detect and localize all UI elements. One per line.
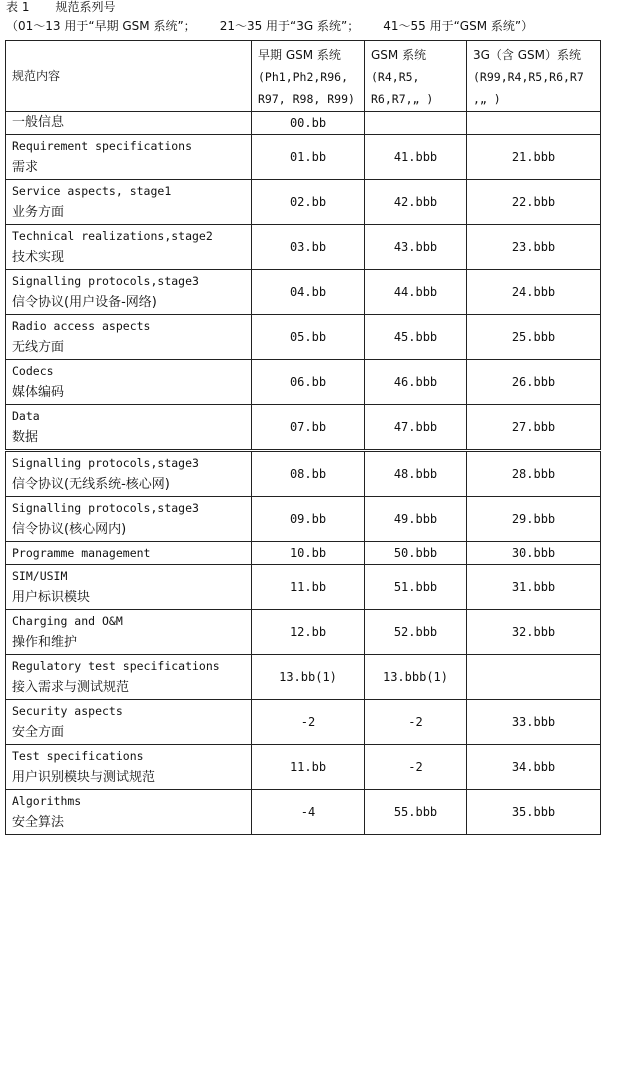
table-caption — [6, 0, 115, 14]
early-gsm-number-cell: 01.bb — [252, 135, 365, 180]
table-row — [6, 315, 601, 360]
gsm-number-cell: 45.bbb — [365, 315, 467, 360]
3g-number-cell: 25.bbb — [467, 315, 601, 360]
spec-content-chinese: 信令协议(核心网内) — [12, 522, 127, 537]
spec-content-cell — [6, 565, 252, 610]
gsm-number-cell: 43.bbb — [365, 225, 467, 270]
spec-content-cell — [6, 180, 252, 225]
gsm-number-cell: 51.bbb — [365, 565, 467, 610]
3g-number-cell: 26.bbb — [467, 360, 601, 405]
table-row — [6, 451, 601, 497]
header-early-gsm-line1: 早期 GSM 系统 — [258, 48, 341, 62]
table-row — [6, 655, 601, 700]
subcaption-part3: 41～55 用于“GSM 系统”） — [383, 19, 534, 33]
spec-content-english: Security aspects — [12, 704, 123, 718]
spec-content-chinese: 技术实现 — [12, 250, 65, 265]
caption-number: 表 1 — [6, 0, 30, 14]
spec-content-english: Signalling protocols,stage3 — [12, 274, 199, 288]
table-row — [6, 497, 601, 542]
early-gsm-number-cell: 00.bb — [252, 112, 365, 135]
header-3g-line2: (R99,R4,R5,R6,R7 — [473, 70, 584, 84]
spec-content-cell — [6, 451, 252, 497]
3g-number-cell — [467, 655, 601, 700]
early-gsm-number-cell: 13.bb(1) — [252, 655, 365, 700]
header-gsm-line1: GSM 系统 — [371, 48, 427, 62]
early-gsm-number-cell: 02.bb — [252, 180, 365, 225]
spec-content-cell — [6, 655, 252, 700]
3g-number-cell: 35.bbb — [467, 790, 601, 835]
spec-content-chinese: 接入需求与测试规范 — [12, 680, 130, 695]
header-gsm-line2: (R4,R5, — [371, 70, 420, 84]
table-row — [6, 405, 601, 451]
gsm-number-cell: 47.bbb — [365, 405, 467, 451]
spec-content-english: Algorithms — [12, 794, 82, 808]
spec-content-cell — [6, 405, 252, 451]
3g-number-cell: 32.bbb — [467, 610, 601, 655]
spec-series-table — [5, 40, 601, 835]
spec-content-english: Regulatory test specifications — [12, 659, 220, 673]
header-3g-line1: 3G（含 GSM）系统 — [473, 48, 582, 62]
subcaption-part2: 21～35 用于“3G 系统”； — [219, 19, 360, 33]
early-gsm-number-cell: 06.bb — [252, 360, 365, 405]
spec-content-cell — [6, 610, 252, 655]
header-early-gsm-line2: (Ph1,Ph2,R96, — [258, 70, 349, 84]
table-row — [6, 700, 601, 745]
spec-content-chinese: 媒体编码 — [12, 385, 65, 400]
table-row — [6, 565, 601, 610]
3g-number-cell: 24.bbb — [467, 270, 601, 315]
spec-content-english: Signalling protocols,stage3 — [12, 456, 199, 470]
early-gsm-number-cell: -4 — [252, 790, 365, 835]
spec-content-english: Signalling protocols,stage3 — [12, 501, 199, 515]
spec-content-cell — [6, 542, 252, 565]
spec-content-chinese: 信令协议(用户设备-网络) — [12, 295, 157, 310]
header-gsm-line3: R6,R7,„ ) — [371, 92, 434, 106]
spec-content-chinese: 数据 — [12, 430, 39, 445]
spec-content-english: Data — [12, 409, 40, 423]
3g-number-cell: 28.bbb — [467, 451, 601, 497]
gsm-number-cell: 42.bbb — [365, 180, 467, 225]
spec-content-english: Programme management — [12, 546, 151, 560]
gsm-number-cell: 46.bbb — [365, 360, 467, 405]
early-gsm-number-cell: 10.bb — [252, 542, 365, 565]
header-content: 规范内容 — [6, 41, 252, 112]
3g-number-cell: 22.bbb — [467, 180, 601, 225]
spec-content-english: Codecs — [12, 364, 54, 378]
3g-number-cell: 30.bbb — [467, 542, 601, 565]
spec-content-chinese: 一般信息 — [12, 115, 65, 130]
spec-content-cell — [6, 112, 252, 135]
3g-number-cell: 33.bbb — [467, 700, 601, 745]
3g-number-cell: 34.bbb — [467, 745, 601, 790]
3g-number-cell: 21.bbb — [467, 135, 601, 180]
gsm-number-cell: 52.bbb — [365, 610, 467, 655]
gsm-number-cell: 48.bbb — [365, 451, 467, 497]
table-row — [6, 225, 601, 270]
early-gsm-number-cell: 09.bb — [252, 497, 365, 542]
spec-content-cell — [6, 270, 252, 315]
spec-content-chinese: 用户识别模块与测试规范 — [12, 770, 156, 785]
early-gsm-number-cell: 05.bb — [252, 315, 365, 360]
gsm-number-cell: -2 — [365, 745, 467, 790]
table-row — [6, 135, 601, 180]
table-subcaption — [6, 19, 533, 33]
early-gsm-number-cell: -2 — [252, 700, 365, 745]
header-gsm — [365, 41, 467, 112]
spec-content-cell — [6, 790, 252, 835]
spec-content-english: Service aspects, stage1 — [12, 184, 172, 198]
spec-content-chinese: 需求 — [12, 160, 39, 175]
spec-content-chinese: 无线方面 — [12, 340, 65, 355]
gsm-number-cell: -2 — [365, 700, 467, 745]
gsm-number-cell: 55.bbb — [365, 790, 467, 835]
gsm-number-cell: 13.bbb(1) — [365, 655, 467, 700]
header-3g-line3: ,„ ) — [473, 92, 501, 106]
3g-number-cell: 27.bbb — [467, 405, 601, 451]
gsm-number-cell: 41.bbb — [365, 135, 467, 180]
early-gsm-number-cell: 04.bb — [252, 270, 365, 315]
spec-content-cell — [6, 225, 252, 270]
spec-content-cell — [6, 497, 252, 542]
spec-content-english: Requirement specifications — [12, 139, 193, 153]
table-row — [6, 790, 601, 835]
gsm-number-cell: 44.bbb — [365, 270, 467, 315]
spec-content-cell — [6, 360, 252, 405]
spec-content-english: SIM/USIM — [12, 569, 68, 583]
gsm-number-cell: 49.bbb — [365, 497, 467, 542]
table-row — [6, 112, 601, 135]
spec-content-chinese: 用户标识模块 — [12, 590, 91, 605]
3g-number-cell: 23.bbb — [467, 225, 601, 270]
table-row — [6, 745, 601, 790]
3g-number-cell: 29.bbb — [467, 497, 601, 542]
early-gsm-number-cell: 03.bb — [252, 225, 365, 270]
spec-content-chinese: 安全算法 — [12, 815, 65, 830]
gsm-number-cell: 50.bbb — [365, 542, 467, 565]
early-gsm-number-cell: 12.bb — [252, 610, 365, 655]
spec-content-english: Charging and O&M — [12, 614, 123, 628]
table-row — [6, 180, 601, 225]
caption-title: 规范系列号 — [55, 0, 116, 14]
early-gsm-number-cell: 08.bb — [252, 451, 365, 497]
3g-number-cell: 31.bbb — [467, 565, 601, 610]
spec-content-cell — [6, 745, 252, 790]
header-early-gsm — [252, 41, 365, 112]
table-row — [6, 270, 601, 315]
3g-number-cell — [467, 112, 601, 135]
spec-content-english: Radio access aspects — [12, 319, 151, 333]
table-row — [6, 542, 601, 565]
table-row — [6, 360, 601, 405]
spec-content-english: Test specifications — [12, 749, 144, 763]
early-gsm-number-cell: 11.bb — [252, 745, 365, 790]
table-header-row — [6, 41, 601, 112]
early-gsm-number-cell: 11.bb — [252, 565, 365, 610]
gsm-number-cell — [365, 112, 467, 135]
header-early-gsm-line3: R97, R98, R99) — [258, 92, 355, 106]
spec-content-chinese: 信令协议(无线系统-核心网) — [12, 477, 170, 492]
spec-content-english: Technical realizations,stage2 — [12, 229, 213, 243]
spec-content-chinese: 业务方面 — [12, 205, 65, 220]
spec-content-cell — [6, 700, 252, 745]
table-row — [6, 610, 601, 655]
spec-content-cell — [6, 315, 252, 360]
spec-content-chinese: 安全方面 — [12, 725, 65, 740]
header-3g — [467, 41, 601, 112]
early-gsm-number-cell: 07.bb — [252, 405, 365, 451]
spec-content-chinese: 操作和维护 — [12, 635, 78, 650]
subcaption-part1: （01～13 用于“早期 GSM 系统”； — [6, 19, 196, 33]
spec-content-cell — [6, 135, 252, 180]
